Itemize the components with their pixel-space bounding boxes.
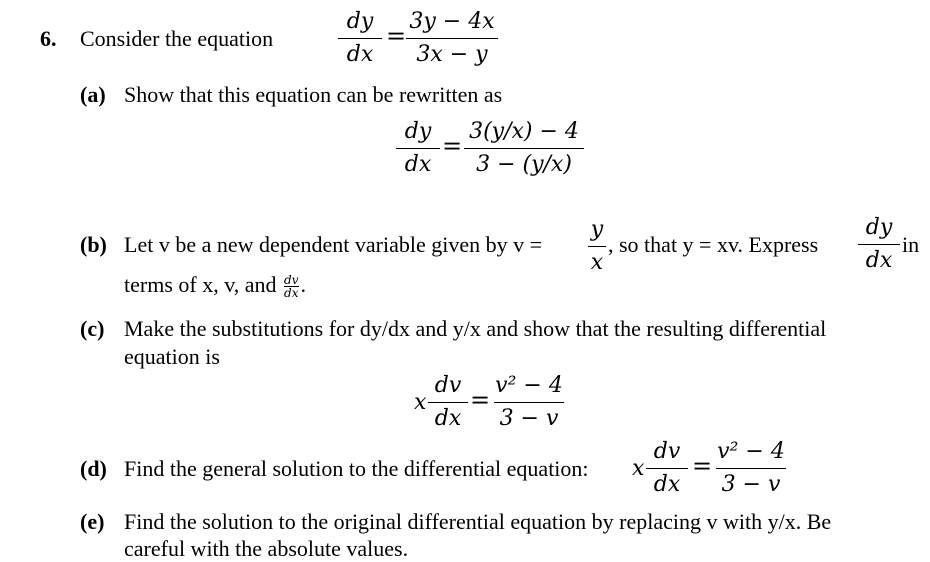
part-c-rhs-num: v² − 4 (495, 373, 563, 398)
part-b-label: (b) (80, 232, 107, 257)
part-e-line2: careful with the absolute values. (124, 536, 409, 561)
part-b-line2-end: . (300, 272, 307, 297)
part-a-text: Show that this equation can be rewritten as (124, 82, 503, 107)
part-d-lhs-den: dx (653, 472, 681, 497)
part-d-equals: = (692, 452, 713, 480)
main-eq-equals: = (386, 22, 407, 50)
problem-number: 6. (40, 26, 57, 51)
main-eq-rhs (406, 8, 498, 69)
part-b-line2-text: terms of x, v, and (124, 272, 277, 297)
part-b-dv-frac (284, 274, 298, 299)
part-b-line2 (124, 272, 306, 299)
part-b-text1: Let v be a new dependent variable given by v = (124, 232, 543, 257)
part-b-text3: in (902, 232, 920, 257)
part-c-label: (c) (80, 316, 105, 341)
part-a-equals: = (442, 132, 463, 160)
part-c-rhs-den: 3 − v (499, 406, 559, 431)
part-d-eq-rhs (716, 438, 786, 499)
part-e-line1: Find the solution to the original differential equation by replacing v with y/x. Be (124, 509, 832, 534)
main-eq-lhs (338, 8, 382, 69)
part-b-text2: , so that y = xv. Express (608, 232, 819, 257)
part-a-lhs-num: dy (404, 119, 432, 144)
part-b-dy-frac (858, 214, 900, 275)
part-e-label: (e) (80, 509, 105, 534)
part-b-dv-num: dv (284, 273, 299, 288)
part-b-v-den: x (590, 250, 604, 275)
main-eq-lhs-num: dy (346, 9, 374, 34)
part-a-eq-lhs (396, 118, 440, 179)
part-b-dy-den: dx (865, 248, 893, 273)
part-a-lhs-den: dx (404, 152, 432, 177)
part-b-dv-den: dx (284, 286, 299, 301)
part-a-rhs-num: 3(y/x) − 4 (469, 119, 579, 144)
part-b-v-num: y (590, 217, 604, 242)
part-c-eq-lhs (428, 372, 468, 433)
part-c-x: x (414, 390, 427, 415)
part-c-eq-rhs (494, 372, 564, 433)
part-c-lhs-den: dx (434, 406, 462, 431)
main-eq-rhs-den: 3x − y (416, 42, 488, 67)
part-c-lhs-num: dv (434, 373, 462, 398)
part-b-dy-num: dy (865, 215, 893, 240)
part-d-text: Find the general solution to the differential equation: (124, 456, 589, 481)
part-d-rhs-den: 3 − v (721, 472, 781, 497)
part-a-label: (a) (80, 82, 106, 107)
part-d-label: (d) (80, 456, 107, 481)
part-c-line2: equation is (124, 344, 220, 369)
part-b-v-frac (588, 216, 606, 277)
part-d-rhs-num: v² − 4 (717, 439, 785, 464)
part-d-lhs-num: dv (653, 439, 681, 464)
part-c-equals: = (470, 386, 491, 414)
problem-intro: Consider the equation (80, 26, 274, 51)
part-a-eq-rhs (464, 118, 584, 179)
part-d-x: x (632, 456, 645, 481)
part-c-line1: Make the substitutions for dy/dx and y/x and show that the resulting differential (124, 316, 827, 341)
part-d-eq-lhs (646, 438, 688, 499)
part-a-rhs-den: 3 − (y/x) (476, 152, 572, 177)
main-eq-lhs-den: dx (346, 42, 374, 67)
main-eq-rhs-num: 3y − 4x (409, 9, 495, 34)
